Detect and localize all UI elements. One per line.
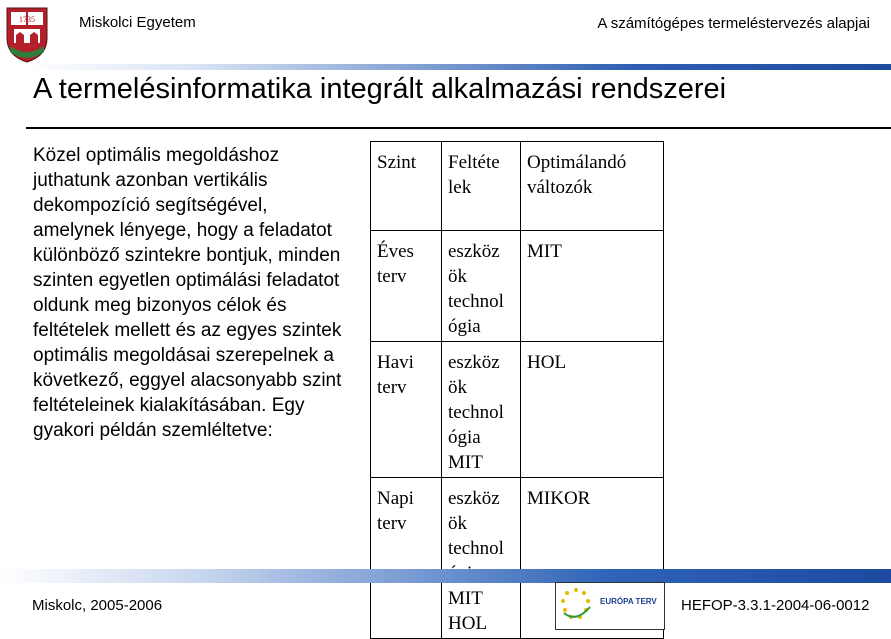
- cell-line: Szint: [377, 152, 417, 173]
- cell-line: terv: [377, 513, 407, 534]
- table-row: [371, 231, 664, 342]
- cell-line: lek: [448, 177, 472, 198]
- university-crest-logo: [4, 2, 50, 64]
- cell-line: Feltéte: [448, 152, 500, 173]
- table-row: [371, 342, 664, 478]
- table-row: [371, 142, 664, 231]
- cell-line: Napi: [377, 488, 414, 509]
- table-cell: [442, 478, 521, 639]
- cell-line: változók: [527, 177, 593, 198]
- table-cell: [442, 231, 521, 342]
- slide-title: A termelésinformatika integrált alkalmazási rendszerei: [33, 73, 727, 105]
- title-underline: [26, 127, 891, 129]
- europa-terv-text: EURÓPA TERV: [600, 597, 657, 606]
- table-cell: [521, 342, 664, 478]
- europa-terv-logo: [555, 582, 665, 630]
- table-cell: [371, 342, 442, 478]
- cell-line: MIT: [527, 241, 562, 262]
- cell-line: HOL: [448, 613, 488, 634]
- cell-line: Optimálandó: [527, 152, 627, 173]
- table-cell: [521, 142, 664, 231]
- cell-line: terv: [377, 377, 407, 398]
- table-cell: [371, 142, 442, 231]
- body-paragraph: Közel optimális megoldáshoz juthatunk azonban vertikális dekompozíció segítségével, amelynek lényege, hogy a feladatot különböző szintekre bontjuk, minden szinten egyetlen optimálási feladatot oldunk meg bizonyos célok és feltételek mellett és az egyes szintek optimális megoldásai szerepelnek a következő, eggyel alacsonyabb szint feltételeinek kialakításában. Egy gyakori példán szemléltetve:: [33, 145, 342, 441]
- footer-divider: [0, 569, 891, 583]
- cell-line: eszköz: [448, 488, 500, 509]
- table-cell: [371, 231, 442, 342]
- cell-line: HOL: [527, 352, 567, 373]
- cell-line: eszköz: [448, 241, 500, 262]
- cell-line: technol: [448, 291, 504, 312]
- cell-line: ógia: [448, 316, 481, 337]
- header-course-title: A számítógépes termeléstervezés alapjai: [597, 15, 870, 32]
- table-cell: [442, 142, 521, 231]
- cell-line: Éves: [377, 241, 414, 262]
- crest-year: 1735: [19, 15, 35, 24]
- cell-line: ök: [448, 377, 467, 398]
- table-cell: [371, 478, 442, 639]
- cell-line: ök: [448, 266, 467, 287]
- cell-line: MIT: [448, 588, 483, 609]
- cell-line: technol: [448, 538, 504, 559]
- cell-line: technol: [448, 402, 504, 423]
- cell-line: Havi: [377, 352, 414, 373]
- cell-line: terv: [377, 266, 407, 287]
- cell-line: eszköz: [448, 352, 500, 373]
- table-cell: [442, 342, 521, 478]
- planning-levels-table: [370, 141, 664, 639]
- footer-place-date: Miskolc, 2005-2006: [32, 597, 163, 614]
- cell-line: ök: [448, 513, 467, 534]
- footer-project-code: HEFOP-3.3.1-2004-06-0012: [681, 597, 870, 614]
- cell-line: ógia: [448, 427, 481, 448]
- eu-stars-icon: [556, 583, 596, 629]
- table-cell: [521, 231, 664, 342]
- header-university: Miskolci Egyetem: [79, 14, 196, 31]
- header-divider: [26, 64, 891, 70]
- cell-line: MIT: [448, 452, 483, 473]
- cell-line: MIKOR: [527, 488, 591, 509]
